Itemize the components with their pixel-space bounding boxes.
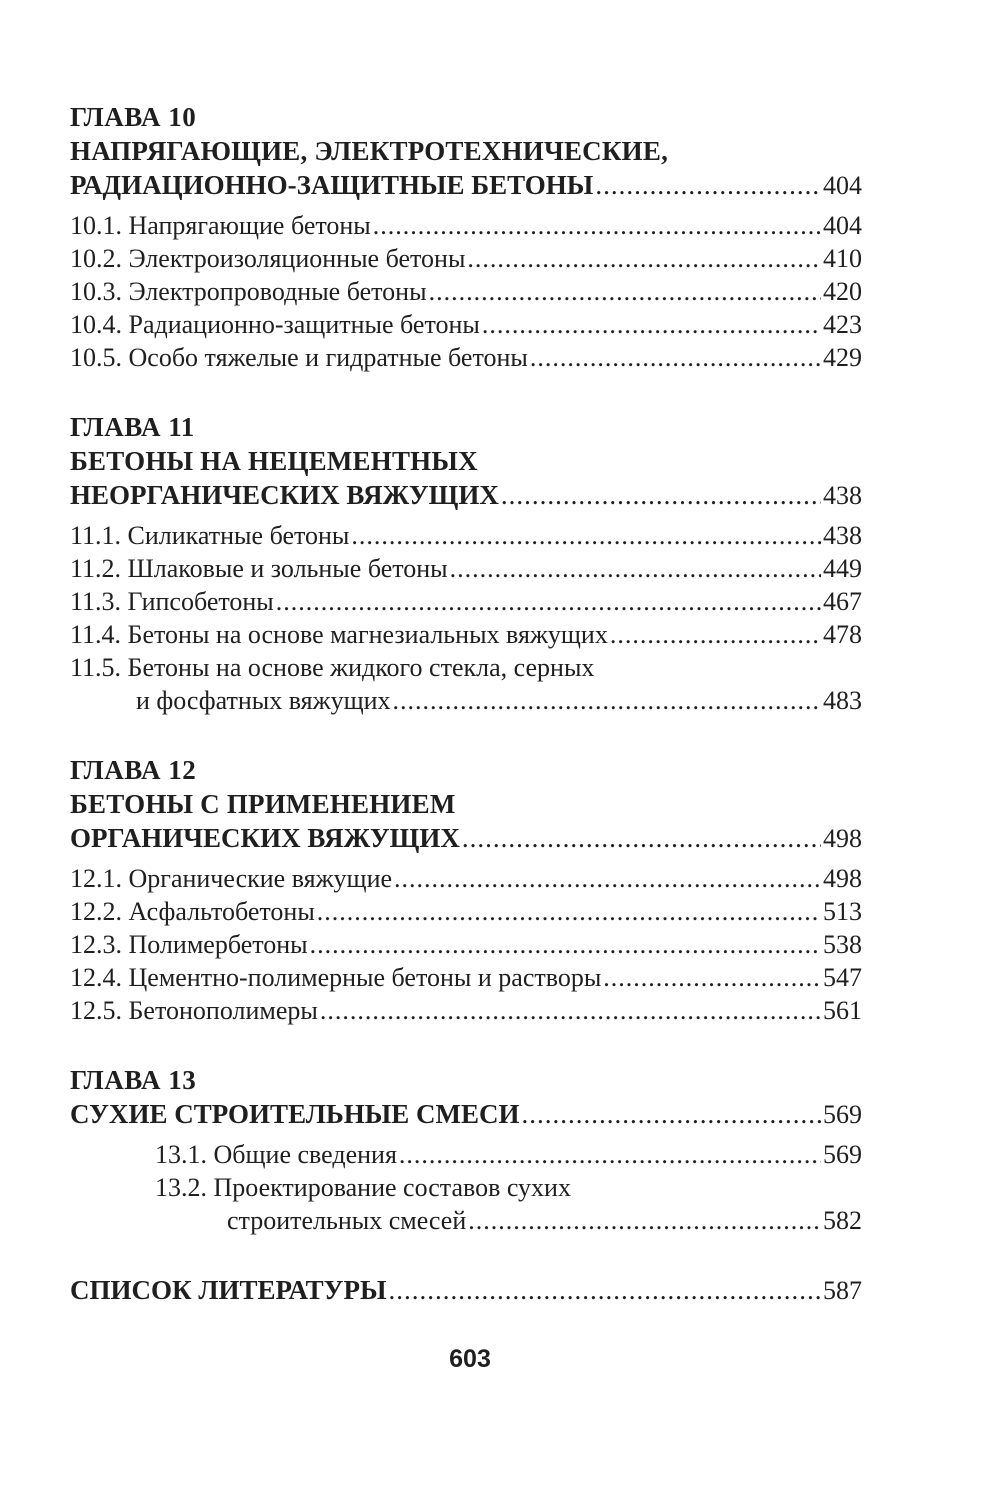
chapter-10 bbox=[70, 100, 862, 374]
chapter-title-line: БЕТОНЫ С ПРИМЕНЕНИЕМ bbox=[70, 789, 456, 819]
toc-entry[interactable] bbox=[70, 618, 862, 651]
chapter-page-number: 569 bbox=[823, 1100, 862, 1129]
chapter-12 bbox=[70, 753, 862, 1027]
dot-leader bbox=[501, 478, 821, 512]
dot-leader bbox=[351, 519, 821, 552]
toc-entry-page: 438 bbox=[823, 521, 862, 550]
chapter-title-row[interactable] bbox=[70, 168, 862, 203]
toc-entry-page: 498 bbox=[823, 864, 862, 893]
toc-entry-page: 429 bbox=[823, 343, 862, 372]
toc-entry-title: 12.1. Органические вяжущие bbox=[70, 864, 393, 893]
dot-leader bbox=[610, 618, 821, 651]
chapter-title-row[interactable] bbox=[70, 1097, 862, 1132]
toc-entry[interactable] bbox=[70, 961, 862, 994]
toc-entry[interactable] bbox=[70, 994, 862, 1027]
toc-entry-title[interactable]: 11.5. Бетоны на основе жидкого стекла, серных bbox=[70, 653, 595, 682]
section-list bbox=[70, 519, 862, 717]
chapter-label: ГЛАВА 11 bbox=[70, 412, 195, 442]
toc-entry-page: 478 bbox=[823, 620, 862, 649]
toc-entry-page: 467 bbox=[823, 587, 862, 616]
dot-leader bbox=[468, 1204, 821, 1237]
toc-entry-page: 582 bbox=[823, 1206, 862, 1235]
chapter-label: ГЛАВА 12 bbox=[70, 755, 197, 785]
toc-entry[interactable] bbox=[70, 275, 862, 308]
chapter-11 bbox=[70, 410, 862, 717]
toc-entry-title: 12.5. Бетонополимеры bbox=[70, 996, 318, 1025]
toc-entry-continuation: строительных смесей bbox=[227, 1206, 467, 1235]
page-number: 603 bbox=[449, 1345, 491, 1373]
chapter-title-line: БЕТОНЫ НА НЕЦЕМЕНТНЫХ bbox=[70, 446, 478, 476]
chapter-title-last-line: НЕОРГАНИЧЕСКИХ ВЯЖУЩИХ bbox=[70, 480, 499, 510]
toc-entry-title: 11.3. Гипсобетоны bbox=[70, 587, 274, 616]
chapter-title-last-line: ОРГАНИЧЕСКИХ ВЯЖУЩИХ bbox=[70, 823, 460, 853]
chapter-label: ГЛАВА 10 bbox=[70, 102, 197, 132]
toc-entry-title: 13.1. Общие сведения bbox=[155, 1140, 397, 1169]
toc-entry-title: 12.3. Полимербетоны bbox=[70, 930, 308, 959]
toc-entry-page: 423 bbox=[823, 310, 862, 339]
chapter-title-last-line: РАДИАЦИОННО-ЗАЩИТНЫЕ БЕТОНЫ bbox=[70, 170, 594, 200]
chapter-page-number: 438 bbox=[823, 481, 862, 510]
toc-entry-title: 12.2. Асфальтобетоны bbox=[70, 897, 315, 926]
toc-entry[interactable] bbox=[70, 684, 862, 717]
dot-leader bbox=[388, 1273, 821, 1307]
dot-leader bbox=[521, 1097, 821, 1131]
literature-entry[interactable] bbox=[70, 1273, 862, 1308]
toc-entry[interactable] bbox=[70, 552, 862, 585]
toc-entry[interactable] bbox=[70, 341, 862, 374]
dot-leader bbox=[317, 895, 821, 928]
toc-entry-page: 538 bbox=[823, 930, 862, 959]
toc-entry[interactable] bbox=[70, 895, 862, 928]
literature-title: СПИСОК ЛИТЕРАТУРЫ bbox=[70, 1275, 387, 1305]
toc-entry-title: 10.5. Особо тяжелые и гидратные бетоны bbox=[70, 343, 528, 372]
chapter-title-last-line: СУХИЕ СТРОИТЕЛЬНЫЕ СМЕСИ bbox=[70, 1099, 520, 1129]
chapter-title-row[interactable] bbox=[70, 478, 862, 513]
toc-entry-title[interactable]: 13.2. Проектирование составов сухих bbox=[155, 1173, 571, 1202]
chapter-page-number: 404 bbox=[823, 171, 862, 200]
toc-entry[interactable] bbox=[70, 862, 862, 895]
toc-entry[interactable] bbox=[70, 519, 862, 552]
dot-leader bbox=[393, 684, 821, 717]
dot-leader bbox=[482, 308, 821, 341]
chapter-13 bbox=[70, 1063, 862, 1237]
chapter-title-line: НАПРЯГАЮЩИЕ, ЭЛЕКТРОТЕХНИЧЕСКИЕ, bbox=[70, 136, 669, 166]
section-list bbox=[70, 1138, 862, 1237]
toc-entry[interactable] bbox=[70, 928, 862, 961]
dot-leader bbox=[373, 209, 821, 242]
dot-leader bbox=[320, 994, 821, 1027]
toc-entry-page: 420 bbox=[823, 277, 862, 306]
toc-entry[interactable] bbox=[70, 308, 862, 341]
toc-entry-title: 10.1. Напрягающие бетоны bbox=[70, 211, 371, 240]
toc-entry[interactable] bbox=[70, 585, 862, 618]
table-of-contents bbox=[70, 100, 862, 1314]
chapter-page-number: 498 bbox=[823, 824, 862, 853]
toc-entry-page: 561 bbox=[823, 996, 862, 1025]
toc-entry-title: 11.2. Шлаковые и зольные бетоны bbox=[70, 554, 448, 583]
dot-leader bbox=[310, 928, 821, 961]
dot-leader bbox=[462, 821, 821, 855]
dot-leader bbox=[394, 862, 821, 895]
dot-leader bbox=[450, 552, 821, 585]
toc-entry-page: 513 bbox=[823, 897, 862, 926]
toc-entry-title: 10.2. Электроизоляционные бетоны bbox=[70, 244, 466, 273]
toc-entry[interactable] bbox=[70, 209, 862, 242]
toc-entry-title: 11.4. Бетоны на основе магнезиальных вяжущих bbox=[70, 620, 608, 649]
dot-leader bbox=[603, 961, 821, 994]
section-list bbox=[70, 862, 862, 1027]
toc-entry-continuation: и фосфатных вяжущих bbox=[136, 686, 391, 715]
chapter-label: ГЛАВА 13 bbox=[70, 1065, 197, 1095]
chapter-title-row[interactable] bbox=[70, 821, 862, 856]
toc-entry-title: 10.4. Радиационно-защитные бетоны bbox=[70, 310, 480, 339]
toc-entry-page: 449 bbox=[823, 554, 862, 583]
dot-leader bbox=[595, 168, 821, 202]
dot-leader bbox=[467, 242, 821, 275]
toc-entry[interactable] bbox=[155, 1138, 862, 1171]
toc-entry-page: 404 bbox=[823, 211, 862, 240]
dot-leader bbox=[399, 1138, 821, 1171]
toc-entry[interactable] bbox=[70, 242, 862, 275]
toc-entry-page: 547 bbox=[823, 963, 862, 992]
toc-entry-title: 12.4. Цементно-полимерные бетоны и растворы bbox=[70, 963, 602, 992]
dot-leader bbox=[276, 585, 821, 618]
section-list bbox=[70, 209, 862, 374]
toc-entry-page: 569 bbox=[823, 1140, 862, 1169]
literature-page-number: 587 bbox=[823, 1276, 862, 1305]
dot-leader bbox=[530, 341, 821, 374]
toc-entry-title: 11.1. Силикатные бетоны bbox=[70, 521, 350, 550]
toc-entry-title: 10.3. Электропроводные бетоны bbox=[70, 277, 427, 306]
toc-entry[interactable] bbox=[155, 1204, 862, 1237]
dot-leader bbox=[429, 275, 821, 308]
toc-entry-page: 410 bbox=[823, 244, 862, 273]
toc-entry-page: 483 bbox=[823, 686, 862, 715]
